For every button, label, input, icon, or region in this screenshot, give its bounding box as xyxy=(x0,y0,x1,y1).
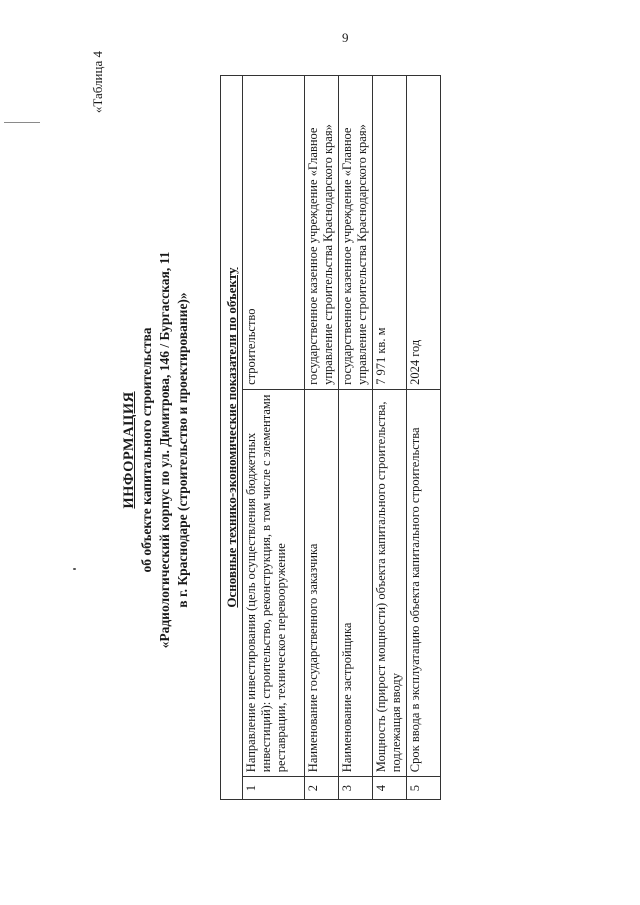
heading-line-3: «Радиологический корпус по ул. Димитрова, 146 / Бургасская, 11 xyxy=(157,251,172,649)
document-heading xyxy=(120,45,192,855)
row-number: 3 xyxy=(339,777,373,800)
row-name: Срок ввода в эксплуатацию объекта капитального строительства xyxy=(407,389,441,776)
heading-line-4: в г. Краснодаре (строительство и проектирование)» xyxy=(175,292,190,608)
page-number: 9 xyxy=(342,30,349,45)
indicators-table xyxy=(220,75,441,800)
row-name: Направление инвестирования (цель осуществления бюджетных инвестиций): строительство, реконструкция, в том числе с элементами реставрации, техническое перевооружение xyxy=(243,389,305,776)
table-row xyxy=(243,76,305,800)
table-header: Основные технико-экономические показатели по объекту xyxy=(221,76,243,800)
row-number: 1 xyxy=(243,777,305,800)
row-number: 5 xyxy=(407,777,441,800)
table-row xyxy=(407,76,441,800)
table-row xyxy=(339,76,373,800)
heading-title: ИНФОРМАЦИЯ xyxy=(121,391,137,509)
scan-edge-mark xyxy=(4,122,40,123)
row-value: 7 971 кв. м xyxy=(373,76,407,390)
rotated-document-body xyxy=(90,45,470,855)
heading-line-2: об объекте капитального строительства xyxy=(139,327,154,573)
row-number: 2 xyxy=(305,777,339,800)
row-value: 2024 год xyxy=(407,76,441,390)
row-value: государственное казенное учреждение «Главное управление строительства Краснодарского края» xyxy=(305,76,339,390)
row-value: строительство xyxy=(243,76,305,390)
row-number: 4 xyxy=(373,777,407,800)
table-label: «Таблица 4 xyxy=(90,51,105,114)
scan-speck xyxy=(73,568,76,570)
table-row xyxy=(305,76,339,800)
row-name: Наименование государственного заказчика xyxy=(305,389,339,776)
row-name: Наименование застройщика xyxy=(339,389,373,776)
row-name: Мощность (прирост мощности) объекта капитального строительства, подлежащая вводу xyxy=(373,389,407,776)
row-value: государственное казенное учреждение «Главное управление строительства Краснодарского края» xyxy=(339,76,373,390)
table-row xyxy=(373,76,407,800)
